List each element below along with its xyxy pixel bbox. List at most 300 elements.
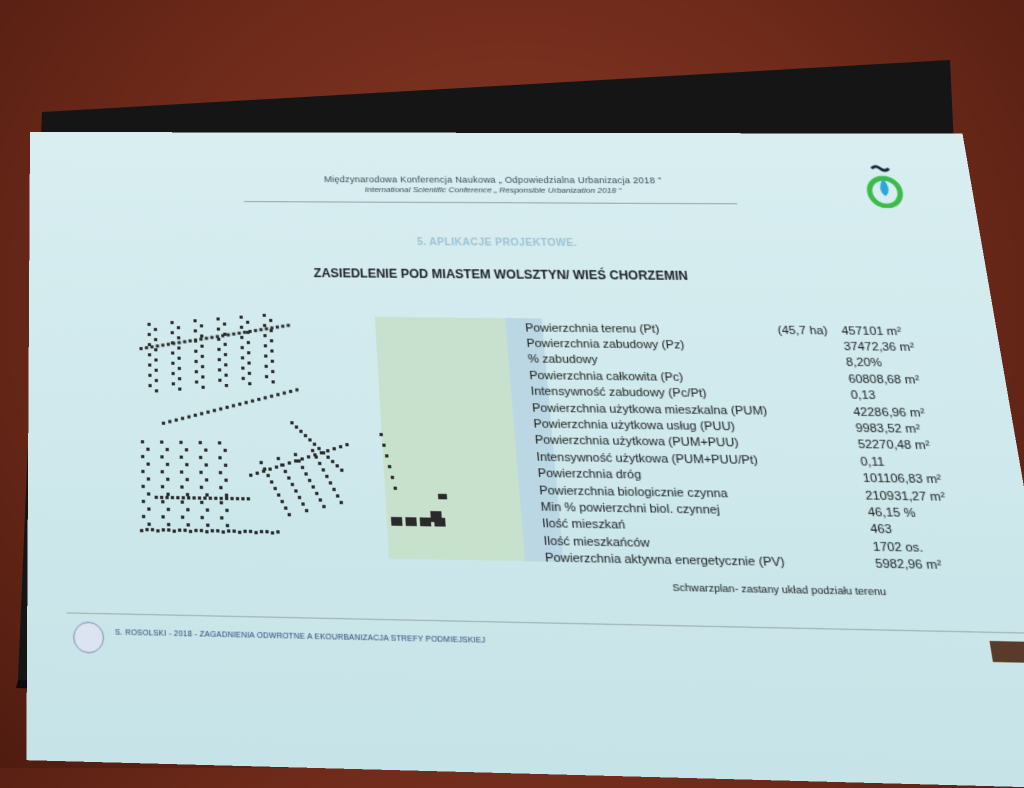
parcel-marker [178,367,181,370]
parcel-marker [271,360,274,363]
parcel-marker [264,355,267,358]
parcel-marker [305,509,308,512]
section-heading: 5. APLIKACJE PROJEKTOWE. [416,237,578,250]
parcel-marker [161,500,164,503]
parcel-marker [394,487,397,490]
parcel-marker [186,508,189,511]
parcel-marker [186,493,189,496]
parcel-marker [336,494,339,497]
stat-value: 1702 os. [871,540,924,555]
parcel-marker [199,441,202,444]
parcel-marker [238,403,241,406]
parcel-marker [271,531,274,534]
parcel-marker [385,454,388,457]
slide-footer [67,612,1024,665]
parcel-marker [141,455,144,458]
stat-value: 37472,36 m² [842,340,916,355]
parcel-marker [148,384,151,387]
parcel-marker [291,483,294,486]
parcel-marker [317,447,320,450]
parcel-marker [142,500,145,503]
parcel-marker [264,344,267,347]
parcel-marker [272,380,275,383]
parcel-marker [265,365,268,368]
parcel-marker [187,496,190,499]
parcel-marker [241,346,244,349]
parcel-marker [182,496,185,499]
parcel-marker [265,530,268,533]
parcel-marker [268,467,271,470]
parcel-marker [198,496,201,499]
parcel-marker [331,460,334,463]
parcel-marker [430,511,442,522]
parcel-marker [224,374,227,377]
parcel-marker [201,375,204,378]
parcel-marker [236,497,239,500]
stat-label: Powierzchnia całkowita (Pc) [528,369,684,384]
parcel-marker [294,453,297,456]
stat-value: 210931,27 m² [864,489,947,504]
parcel-marker [183,529,186,532]
parcel-marker [326,456,329,459]
parcel-marker [145,346,148,349]
parcel-marker [216,335,219,338]
parcel-marker [325,475,328,478]
parcel-marker [222,530,225,533]
parcel-marker [200,324,203,327]
parcel-marker [154,358,157,361]
parcel-marker [224,449,227,452]
parcel-marker [188,339,191,342]
parcel-marker [269,319,272,322]
parcel-marker [219,486,222,489]
parcel-marker [265,327,268,330]
parcel-marker [248,372,251,375]
parcel-marker [178,341,181,344]
parcel-marker [166,463,169,466]
parcel-marker [240,336,243,339]
parcel-marker [150,345,153,348]
parcel-marker [154,338,157,341]
parcel-marker [270,329,273,332]
parcel-marker [332,447,335,450]
parcel-marker [295,388,298,391]
stat-value: 9983,52 m² [854,422,922,437]
parcel-marker [167,523,170,526]
parcel-marker [243,331,246,334]
parcel-marker [270,480,273,483]
parcel-marker [206,524,209,527]
parcel-marker [155,389,158,392]
parcel-marker [227,529,230,532]
presentation-slide [26,132,1024,788]
parcel-marker [217,328,220,331]
parcel-marker [284,506,287,509]
plan-caption: Schwarzplan- zastany układ podziału terenu [671,581,888,599]
parcel-marker [311,485,314,488]
parcel-marker [160,440,163,443]
parcel-marker [141,440,144,443]
parcel-marker [281,325,284,328]
parcel-marker [211,529,214,532]
parcel-marker [217,338,220,341]
parcel-marker [307,455,310,458]
conference-header [30,173,974,196]
parcel-marker [168,420,171,423]
parcel-marker [249,530,252,533]
parcel-marker [329,481,332,484]
parcel-marker [260,461,263,464]
parcel-marker [232,404,235,407]
stat-label: % zabudowy [527,353,599,367]
parcel-marker [171,331,174,334]
parcel-marker [224,464,227,467]
parcel-marker [175,418,178,421]
parcel-marker [220,501,223,504]
parcel-marker [276,393,279,396]
parcel-marker [177,326,180,329]
parcel-marker [183,340,186,343]
parcel-marker [200,345,203,348]
parcel-marker [170,321,173,324]
parcel-marker [391,517,403,526]
parcel-marker [240,326,243,329]
parcel-marker [220,516,223,519]
stat-label: Min % powierzchni biol. czynnej [540,500,721,517]
parcel-marker [242,377,245,380]
parcel-marker [161,485,164,488]
parcel-marker [199,456,202,459]
parcel-marker [160,496,163,499]
brand-logo-icon [990,641,1024,663]
parcel-marker [294,459,297,462]
parcel-marker [185,463,188,466]
parcel-marker [177,336,180,339]
parcel-marker [161,470,164,473]
parcel-marker [147,477,150,480]
parcel-marker [194,360,197,363]
parcel-marker [308,438,311,441]
parcel-marker [301,466,304,469]
stat-value: 463 [869,523,894,538]
parcel-marker [173,530,176,533]
parcel-marker [156,345,159,348]
parcel-marker [224,479,227,482]
parcel-marker [339,445,342,448]
parcel-marker [288,461,291,464]
parcel-marker [221,334,224,337]
parcel-marker [254,531,257,534]
parcel-marker [226,524,229,527]
stat-label: Powierzchnia aktywna energetycznie (PV) [544,551,786,570]
parcel-marker [275,465,278,468]
parcel-marker [322,451,325,454]
parcel-marker [218,441,221,444]
university-logo-icon [73,621,104,653]
parcel-marker [263,324,266,327]
stat-label: Powierzchnia terenu (Pt) [524,321,660,336]
parcel-marker [171,362,174,365]
parcel-marker [200,334,203,337]
parcel-marker [270,395,273,398]
parcel-marker [223,323,226,326]
parcel-marker [181,516,184,519]
stat-value: 0,13 [850,389,877,403]
parcel-marker [241,356,244,359]
parcel-marker [139,347,142,350]
parcel-marker [218,358,221,361]
parcel-marker [340,501,343,504]
stat-label: Powierzchnia użytkowa (PUM+PUU) [534,434,740,451]
parcel-marker [200,486,203,489]
parcel-marker [257,398,260,401]
parcel-marker [219,407,222,410]
parcel-marker [238,332,241,335]
parcel-marker [201,386,204,389]
parcel-marker [313,443,316,446]
parcel-marker [263,334,266,337]
parcel-marker [160,455,163,458]
parcel-marker [141,470,144,473]
stat-label: Intensywność zabudowy (Pc/Pt) [530,385,708,401]
parcel-marker [232,332,235,335]
parcel-marker [382,444,385,447]
parcel-marker [176,496,179,499]
stat-value: 101106,83 m² [862,472,943,487]
parcel-marker [195,380,198,383]
parcel-marker [210,336,213,339]
parcel-marker [288,513,291,516]
parcel-marker [224,353,227,356]
conference-title-en: International Scientific Conference „ Responsible Urbanization 2018 ” [364,185,622,195]
parcel-marker [155,369,158,372]
parcel-marker [243,530,246,533]
parcel-marker [304,434,307,437]
parcel-marker [248,382,251,385]
stat-value: 8,20% [845,356,883,370]
parcel-marker [245,401,248,404]
stat-value: 52270,48 m² [857,438,931,453]
parcel-marker [266,474,269,477]
parcel-marker [199,471,202,474]
parcel-marker [178,377,181,380]
parcel-marker [225,384,228,387]
parcel-marker [200,412,203,415]
parcel-marker [167,343,170,346]
parcel-marker [206,508,209,511]
parcel-marker [172,382,175,385]
stat-value: 5982,96 m² [874,557,943,573]
parcel-marker [214,497,217,500]
parcel-marker [194,529,197,532]
parcel-marker [146,448,149,451]
parcel-marker [194,414,197,417]
parcel-marker [201,365,204,368]
parcel-marker [181,417,184,420]
parcel-marker [273,487,276,490]
parcel-marker [284,470,287,473]
parcel-marker [265,375,268,378]
parcel-marker [318,462,321,465]
parcel-marker [204,448,207,451]
parcel-marker [216,529,219,532]
parcel-marker [154,348,157,351]
parcel-marker [200,529,203,532]
parcel-marker [172,342,175,345]
parcel-marker [147,462,150,465]
parcel-marker [289,390,292,393]
site-plan-schwarzplan [97,306,451,564]
conference-title-pl: Międzynarodowa Konferencja Naukowa „ Odpowiedzialna Urbanizacja 2018 ” [323,174,662,186]
parcel-marker [319,498,322,501]
parcel-marker [147,323,150,326]
parcel-marker [301,502,304,505]
parcel-marker [241,367,244,370]
parcel-marker [277,493,280,496]
parcel-marker [162,422,165,425]
parcel-marker [199,338,202,341]
parcel-marker [200,501,203,504]
slide-title: ZASIEDLENIE POD MIASTEM WOLSZTYN/ WIEŚ CHORZEMIN [313,266,689,283]
parcel-marker [187,523,190,526]
parcel-marker [315,492,318,495]
parcel-marker [178,529,181,532]
parcel-marker [276,530,279,533]
stat-label: Powierzchnia użytkowa usług (PUU) [533,418,736,434]
parcel-marker [322,468,325,471]
parcel-marker [290,421,293,424]
parcel-marker [225,509,228,512]
parcel-marker [155,379,158,382]
parcel-marker [166,493,169,496]
parcel-marker [277,457,280,460]
parcel-marker [322,505,325,508]
parcel-marker [194,329,197,332]
parcel-marker [271,370,274,373]
stat-label: Powierzchnia użytkowa mieszkalna (PUM) [531,401,768,418]
stat-extra: (45,7 ha) [776,324,829,338]
parcel-marker [262,470,265,473]
parcel-marker [248,330,251,333]
stat-label: Ilość mieszkańców [543,534,651,550]
parcel-marker [177,346,180,349]
parcel-marker [205,337,208,340]
parcel-marker [166,448,169,451]
parcel-marker [205,530,208,533]
stat-label: Powierzchnia zabudowy (Pz) [526,337,686,352]
parcel-marker [227,333,230,336]
parcel-marker [209,497,212,500]
parcel-marker [247,351,250,354]
parcel-marker [194,350,197,353]
parcel-marker [178,357,181,360]
parcel-marker [251,399,254,402]
stat-value: 457101 m² [840,324,903,338]
parcel-marker [219,471,222,474]
parcel-marker [300,457,303,460]
parcel-marker [254,329,257,332]
parcel-marker [180,456,183,459]
parcel-marker [225,406,228,409]
parcel-marker [281,500,284,503]
footer-text: S. ROSOLSKI - 2018 - ZAGADNIENIA ODWROTNE A EKOURBANIZACJA STREFY PODMIEJSKIEJ [114,629,486,646]
parcel-marker [192,496,195,499]
parcel-marker [216,317,219,320]
parcel-marker [213,409,216,412]
parcel-marker [185,448,188,451]
parcel-marker [148,353,151,356]
parcel-marker [224,363,227,366]
parcel-marker [345,443,348,446]
parcel-marker [263,314,266,317]
header-divider [244,201,737,204]
parcel-marker [205,478,208,481]
parcel-marker [180,470,183,473]
stat-value: 46,15 % [866,506,917,521]
parcel-marker [283,391,286,394]
parcel-marker [326,449,329,452]
parcel-marker [259,328,262,331]
parcel-marker [287,324,290,327]
parcel-marker [247,341,250,344]
parcel-marker [148,363,151,366]
stat-value: 0,11 [859,455,886,469]
stat-label: Intensywność użytkowa (PUM+PUU/Pt) [535,450,759,468]
parcel-marker [171,496,174,499]
stat-value: 60808,68 m² [847,373,921,387]
parcel-marker [379,433,382,436]
parcel-marker [230,497,233,500]
parcel-marker [336,464,339,467]
stat-value: 42286,96 m² [852,405,926,420]
parcel-marker [264,396,267,399]
parcel-marker [420,517,432,526]
parcel-marker [241,497,244,500]
parcel-marker [187,415,190,418]
parcel-marker [308,479,311,482]
parcel-marker [201,516,204,519]
parcel-marker [340,469,343,472]
parcel-marker [405,517,417,526]
parcel-marker [205,463,208,466]
parcel-marker [270,339,273,342]
parcel-marker [201,355,204,358]
parcel-marker [147,523,150,526]
parcel-marker [145,528,148,531]
parcel-marker [193,319,196,322]
parcel-marker [332,488,335,491]
parcel-marker [165,496,168,499]
parcel-marker [167,508,170,511]
parcel-marker [147,492,150,495]
conference-logo-icon [856,163,913,209]
parcel-marker [178,387,181,390]
parcel-marker [172,372,175,375]
parcel-marker [247,362,250,365]
parcel-marker [151,528,154,531]
parcel-marker [246,321,249,324]
parcel-marker [294,489,297,492]
parcel-marker [186,478,189,481]
stat-label: Ilość mieszkań [541,517,626,533]
parcel-marker [195,370,198,373]
parcel-marker [218,379,221,382]
parcel-marker [142,515,145,518]
parcel-marker [311,449,314,452]
parcel-marker [166,478,169,481]
parcel-marker [171,351,174,354]
parcel-marker [388,465,391,468]
